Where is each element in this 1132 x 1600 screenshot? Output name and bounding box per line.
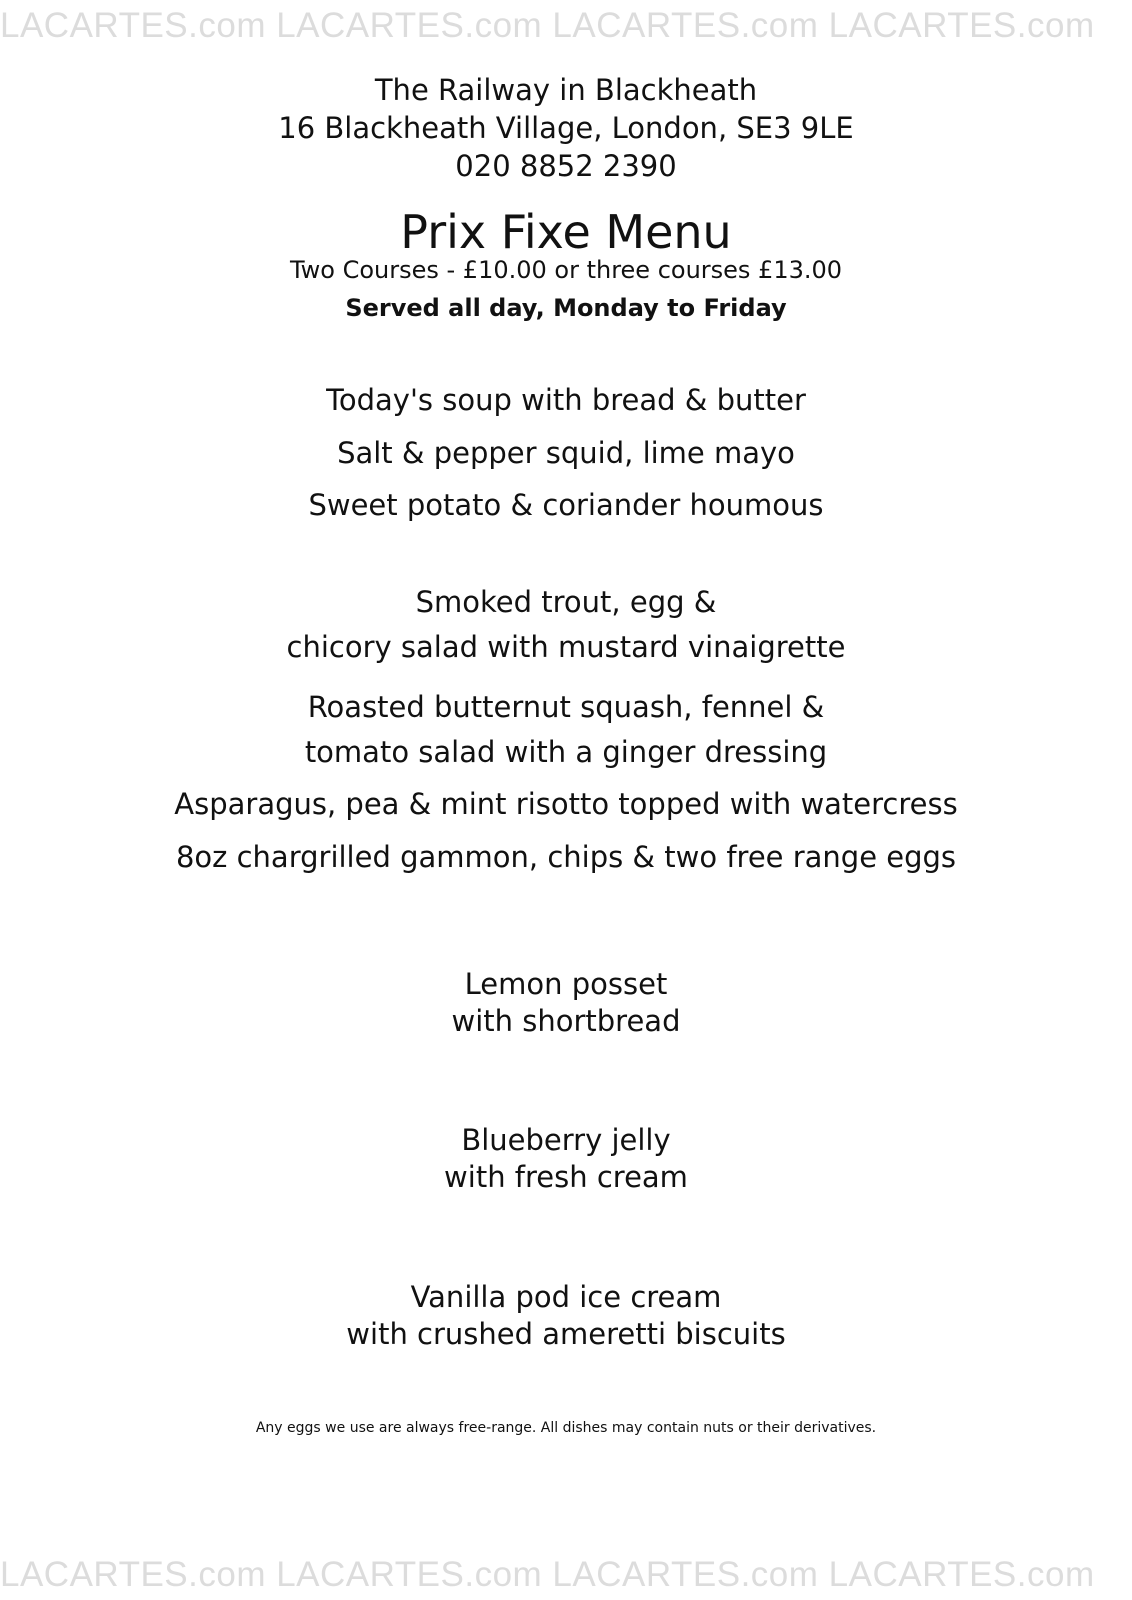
dessert-name: Vanilla pod ice cream — [410, 1280, 722, 1314]
watermark-bottom: LACARTES.com LACARTES.com LACARTES.com LACARTES.com — [0, 1555, 1095, 1594]
starter-item: Sweet potato & coriander houmous — [308, 488, 824, 522]
starter-item: Today's soup with bread & butter — [326, 383, 806, 417]
dessert-detail: with shortbread — [451, 1004, 681, 1038]
dessert-detail: with crushed ameretti biscuits — [346, 1317, 786, 1351]
restaurant-phone: 020 8852 2390 — [455, 149, 677, 183]
starter-item: Salt & pepper squid, lime mayo — [337, 436, 795, 470]
dessert-item — [0, 1122, 1132, 1196]
main-item-line: Smoked trout, egg & — [415, 585, 717, 619]
menu-title: Prix Fixe Menu — [400, 205, 732, 259]
dessert-detail: with fresh cream — [444, 1160, 688, 1194]
main-item-line: chicory salad with mustard vinaigrette — [286, 630, 846, 664]
allergen-footnote: Any eggs we use are always free-range. All dishes may contain nuts or their derivatives. — [255, 1420, 877, 1436]
dessert-name: Lemon posset — [464, 967, 668, 1001]
watermark-top: LACARTES.com LACARTES.com LACARTES.com LACARTES.com — [0, 6, 1095, 45]
dessert-item — [0, 966, 1132, 1040]
main-item: Asparagus, pea & mint risotto topped with watercress — [174, 787, 958, 821]
menu-prices: Two Courses - £10.00 or three courses £13.00 — [289, 256, 843, 284]
dessert-item — [0, 1279, 1132, 1353]
main-item — [0, 685, 1132, 775]
restaurant-name: The Railway in Blackheath — [374, 73, 758, 107]
main-item: 8oz chargrilled gammon, chips & two free range eggs — [175, 840, 957, 874]
dessert-name: Blueberry jelly — [461, 1123, 671, 1157]
main-item — [0, 580, 1132, 670]
restaurant-address: 16 Blackheath Village, London, SE3 9LE — [278, 111, 854, 145]
menu-served-note: Served all day, Monday to Friday — [345, 294, 787, 322]
main-item-line: Roasted butternut squash, fennel & — [307, 690, 825, 724]
restaurant-header — [0, 71, 1132, 185]
main-item-line: tomato salad with a ginger dressing — [304, 735, 828, 769]
